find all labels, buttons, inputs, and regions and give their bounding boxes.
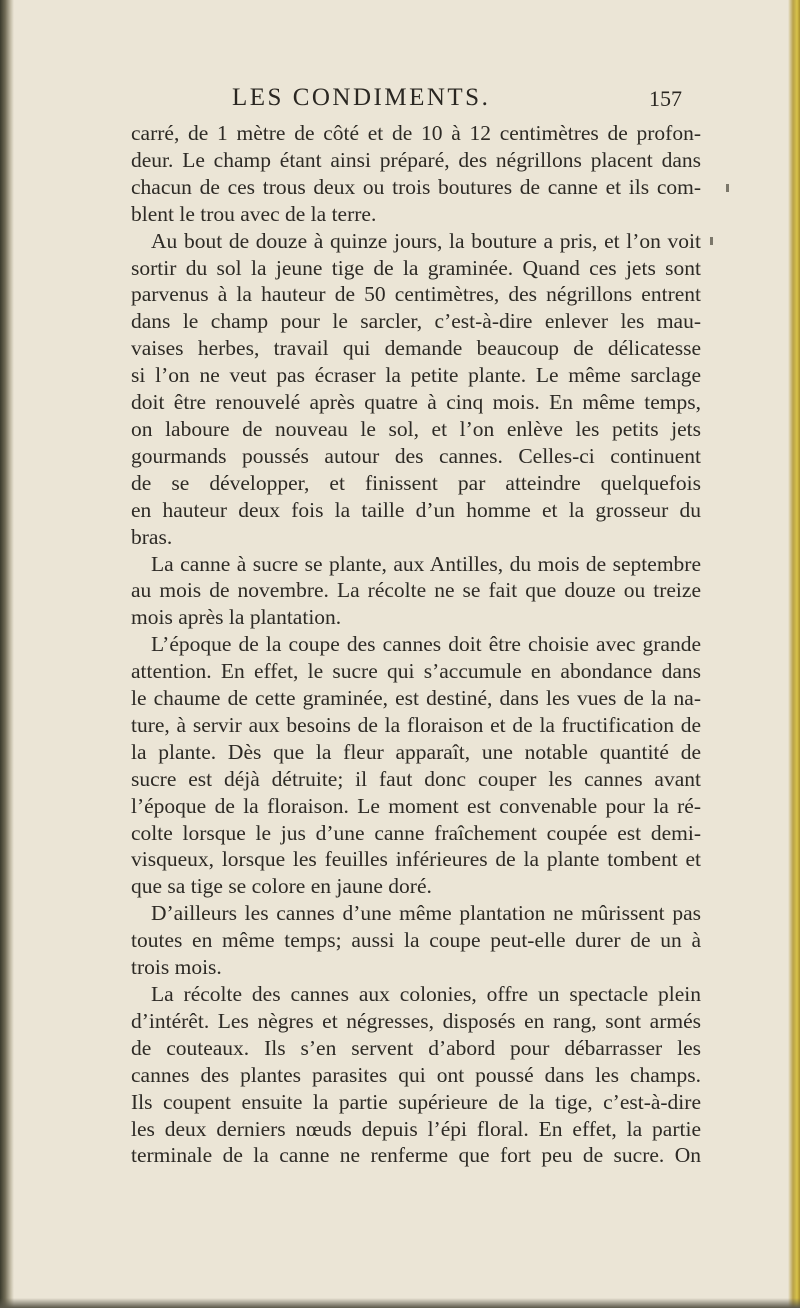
text-line: on laboure de nouveau le sol, et l’on enlève les petits jets [131, 416, 701, 441]
text-line: cannes des plantes parasites qui ont poussé dans les champs. [131, 1062, 701, 1087]
text-line: d’intérêt. Les nègres et négresses, disposés en rang, sont armés [131, 1008, 701, 1033]
text-line: carré, de 1 mètre de côté et de 10 à 12 centimètres de profon- [131, 121, 701, 145]
text-line: sucre est déjà détruite; il faut donc couper les cannes avant [131, 766, 701, 791]
text-line: mois après la plantation. [131, 605, 342, 630]
text-line: visqueux, lorsque les feuilles inférieures de la plante tombent et [131, 847, 701, 872]
text-line: de se développer, et finissent par atteindre quelquefois [131, 470, 701, 495]
text-line: sortir du sol la jeune tige de la graminée. Quand ces jets sont [131, 255, 701, 280]
text-line: que sa tige se colore en jaune doré. [131, 874, 432, 899]
text-line: L’époque de la coupe des cannes doit être choisie avec grande [151, 632, 701, 657]
running-title: LES CONDIMENTS. [232, 84, 491, 111]
text-line: attention. En effet, le sucre qui s’accumule en abondance dans [131, 659, 701, 684]
text-line: en hauteur deux fois la taille d’un homme et la grosseur du [131, 497, 701, 522]
text-line: D’ailleurs les cannes d’une même plantation ne mûrissent pas [151, 901, 701, 926]
text-line: terminale de la canne ne renferme que fort peu de sucre. On [131, 1143, 701, 1168]
margin-mark [726, 184, 729, 192]
text-line: l’époque de la floraison. Le moment est convenable pour la ré- [131, 793, 701, 818]
text-line: gourmands poussés autour des cannes. Celles-ci continuent [131, 443, 701, 468]
text-line: Ils coupent ensuite la partie supérieure de la tige, c’est-à-dire [131, 1089, 701, 1114]
text-line: deur. Le champ étant ainsi préparé, des négrillons placent dans [131, 147, 701, 172]
text-line: de couteaux. Ils s’en servent d’abord pour débarrasser les [131, 1035, 701, 1060]
page-edge [788, 0, 800, 1308]
text-line: blent le trou avec de la terre. [131, 201, 377, 226]
text-line: au mois de novembre. La récolte ne se fait que douze ou treize [131, 578, 701, 603]
text-line: colte lorsque le jus d’une canne fraîchement coupée est demi- [131, 820, 701, 845]
text-line: si l’on ne veut pas écraser la petite plante. Le même sarclage [131, 363, 701, 388]
page-number: 157 [649, 86, 682, 111]
text-line: les deux derniers nœuds depuis l’épi floral. En effet, la partie [131, 1116, 701, 1141]
text-line: bras. [131, 524, 173, 549]
text-line: La canne à sucre se plante, aux Antilles, du mois de septembre [151, 551, 701, 576]
text-line: parvenus à la hauteur de 50 centimètres, des négrillons entrent [131, 282, 701, 307]
text-line: vaises herbes, travail qui demande beaucoup de délicatesse [131, 336, 701, 361]
text-line: toutes en même temps; aussi la coupe peut-elle durer de un à [131, 928, 701, 953]
text-line: chacun de ces trous deux ou trois boutures de canne et ils com- [131, 174, 701, 199]
page-gutter-shadow [0, 0, 14, 1308]
margin-mark [710, 237, 713, 245]
text-line: la plante. Dès que la fleur apparaît, une notable quantité de [131, 739, 701, 764]
body-text [131, 120, 701, 1169]
text-line: Au bout de douze à quinze jours, la bouture a pris, et l’on voit [151, 228, 701, 253]
text-line: doit être renouvelé après quatre à cinq mois. En même temps, [131, 390, 701, 415]
text-line: La récolte des cannes aux colonies, offre un spectacle plein [151, 982, 701, 1006]
page-bottom-shadow [0, 1298, 800, 1308]
text-line: dans le champ pour le sarcler, c’est-à-dire enlever les mau- [131, 309, 701, 334]
text-line: le chaume de cette graminée, est destiné, dans les vues de la na- [131, 686, 701, 711]
page-header [132, 84, 692, 118]
text-line: trois mois. [131, 955, 222, 980]
text-line: ture, à servir aux besoins de la floraison et de la fructification de [131, 712, 701, 737]
